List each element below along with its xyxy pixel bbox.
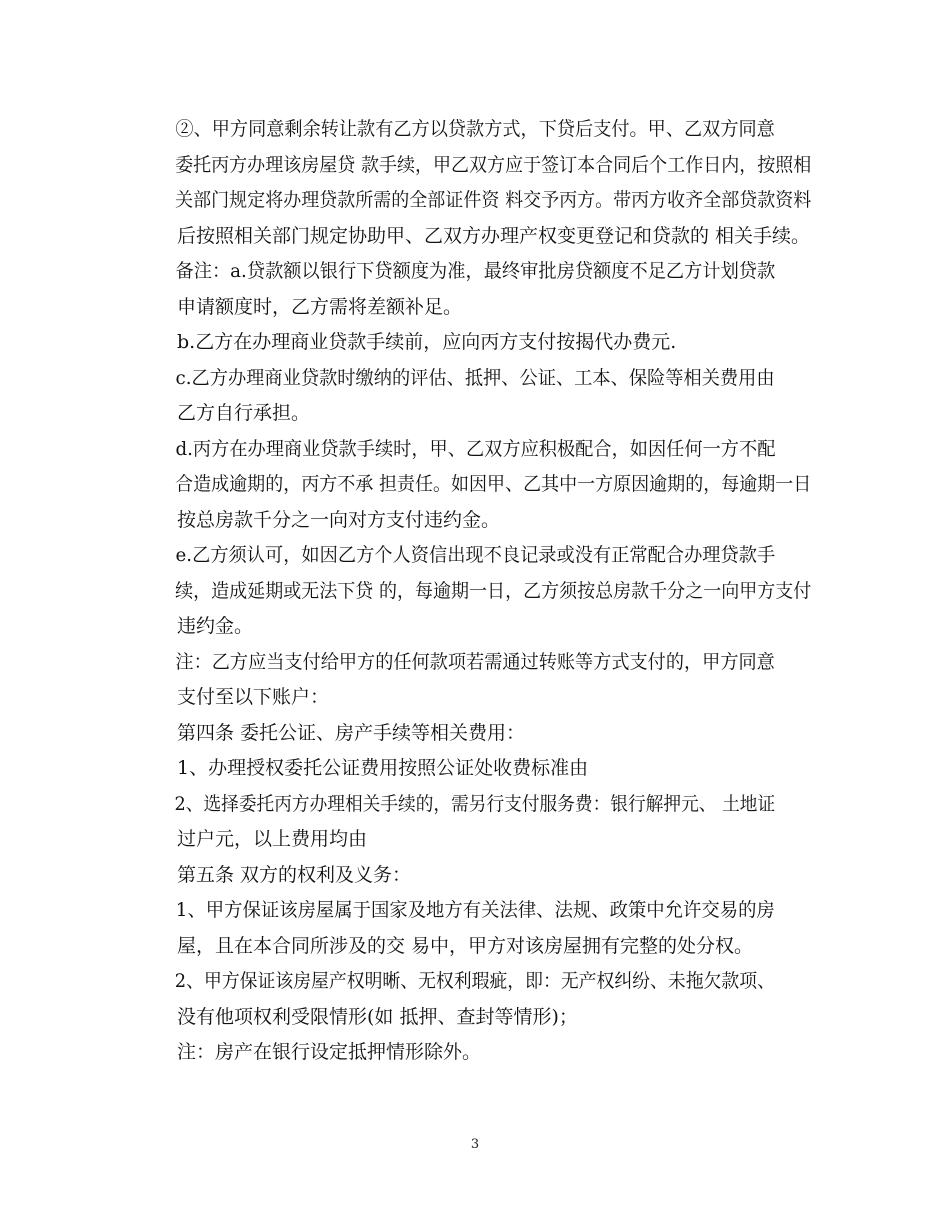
text-line: e.乙方须认可，如因乙方个人资信出现不良记录或没有正常配合办理贷款手 xyxy=(175,544,776,566)
text-line: 违约金。 xyxy=(177,615,254,637)
text-line: 合造成逾期的，丙方不承 担责任。如因甲、乙其中一方原因逾期的，每逾期一日 xyxy=(175,473,812,495)
article-5-item-2 xyxy=(141,964,811,1035)
article-4-item-2 xyxy=(141,787,811,858)
article-4-item-1 xyxy=(141,751,811,787)
text-line: 关部门规定将办理贷款所需的全部证件资 料交予丙方。带丙方收齐全部贷款资料 xyxy=(175,189,812,211)
text-line: 1、办理授权委托公证费用按照公证处收费标准由 xyxy=(177,757,589,779)
article-5-note xyxy=(141,1035,811,1071)
text-line: 注：房产在银行设定抵押情形除外。 xyxy=(177,1041,482,1063)
paragraph-note-b xyxy=(141,325,811,361)
text-line: 委托丙方办理该房屋贷 款手续，甲乙双方应于签订本合同后个工作日内，按照相 xyxy=(175,153,812,176)
article-4-heading xyxy=(141,716,811,752)
text-line: 没有他项权利受限情形(如 抵押、查封等情形)； xyxy=(177,1005,578,1028)
text-line: 后按照相关部门规定协助甲、乙双方办理产权变更登记和贷款的 相关手续。 xyxy=(177,224,811,247)
text-line: 1、甲方保证该房屋属于国家及地方有关法律、法规、政策中允许交易的房 xyxy=(175,899,775,921)
text-line: 按总房款千分之一向对方支付违约金。 xyxy=(177,508,501,531)
text-line: 申请额度时，乙方需将差额补足。 xyxy=(177,295,463,318)
text-line: 2、选择委托丙方办理相关手续的，需另行支付服务费：银行解押元、 土地证 xyxy=(174,792,776,815)
document-body xyxy=(141,112,811,1071)
text-line: 屋，且在本合同所涉及的交 易中，甲方对该房屋拥有完整的处分权。 xyxy=(177,934,754,957)
paragraph-note-c xyxy=(141,361,811,432)
text-line: b.乙方在办理商业贷款手续前，应向丙方支付按揭代办费元. xyxy=(177,331,677,353)
text-line: 过户元，以上费用均由 xyxy=(177,828,368,850)
article-5-item-1 xyxy=(141,893,811,964)
text-line: 注：乙方应当支付给甲方的任何款项若需通过转账等方式支付的，甲方同意 xyxy=(175,650,775,673)
text-line: c.乙方办理商业贷款时缴纳的评估、抵押、公证、工本、保险等相关费用由 xyxy=(175,366,775,389)
page-number: 3 xyxy=(470,1137,480,1152)
text-line: 备注：a.贷款额以银行下贷额度为准，最终审批房贷额度不足乙方计划贷款 xyxy=(175,260,776,282)
text-line: 支付至以下账户： xyxy=(177,686,330,708)
text-line: 第四条 委托公证、房产手续等相关费用： xyxy=(177,721,526,744)
paragraph-note-a xyxy=(141,254,811,325)
article-5-heading xyxy=(141,858,811,894)
text-line: d.丙方在办理商业贷款手续时，甲、乙双方应积极配合，如因任何一方不配 xyxy=(175,437,776,460)
text-line: ②、甲方同意剩余转让款有乙方以贷款方式，下贷后支付。甲、乙双方同意 xyxy=(175,118,775,140)
paragraph-payment-note xyxy=(141,645,811,716)
paragraph-loan-payment xyxy=(141,112,811,254)
text-line: 第五条 双方的权利及义务： xyxy=(177,863,412,886)
text-line: 2、甲方保证该房屋产权明晰、无权利瑕疵，即：无产权纠纷、未拖欠款项、 xyxy=(174,970,775,992)
paragraph-note-d xyxy=(141,432,811,539)
text-line: 乙方自行承担。 xyxy=(177,402,311,424)
text-line: 续，造成延期或无法下贷 的，每逾期一日，乙方须按总房款千分之一向甲方支付 xyxy=(175,579,812,602)
paragraph-note-e xyxy=(141,538,811,645)
